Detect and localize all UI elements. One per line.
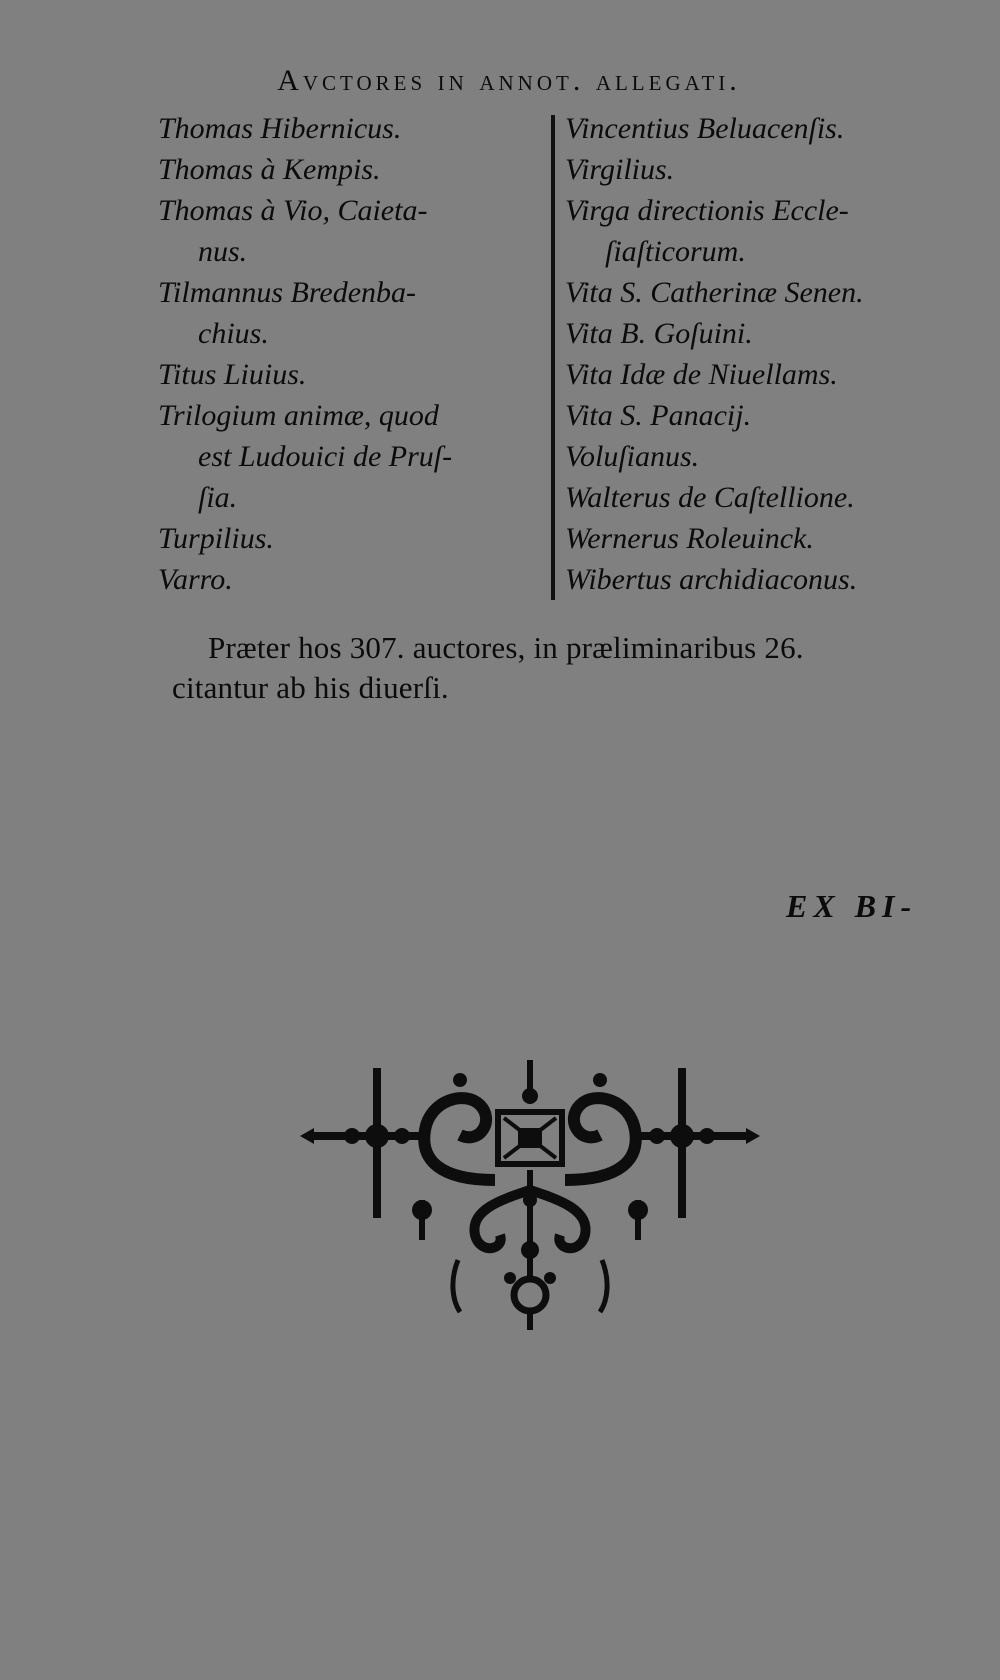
author-name: Trilogium animæ, quod — [158, 399, 439, 432]
author-entry — [158, 518, 528, 559]
authors-right-column — [565, 108, 945, 600]
author-name-continuation: ſiaſticorum. — [605, 235, 746, 268]
author-entry — [565, 395, 945, 436]
author-entry — [565, 272, 945, 313]
author-name: Titus Liuius. — [158, 358, 307, 391]
author-entry — [565, 518, 945, 559]
author-name: Virga directionis Eccle- — [565, 194, 849, 227]
summary-note-line: Præter hos 307. auctores, in præliminaribus 26. — [208, 630, 804, 665]
author-name: Wernerus Roleuinck. — [565, 522, 814, 555]
author-name: Voluſianus. — [565, 440, 700, 473]
author-name: Vincentius Beluacenſis. — [565, 112, 845, 145]
authors-left-column — [158, 108, 528, 600]
author-entry — [565, 559, 945, 600]
fleuron-ornament-icon — [300, 1050, 760, 1370]
author-name-continuation: chius. — [198, 317, 269, 350]
summary-note-line: citantur ab his diuerſi. — [172, 670, 449, 705]
author-entry — [158, 149, 528, 190]
author-entry — [565, 477, 945, 518]
author-entry — [158, 108, 528, 149]
author-name: Wibertus archidiaconus. — [565, 563, 858, 596]
catchword: EX BI- — [786, 888, 918, 924]
author-name-continuation: nus. — [198, 235, 248, 268]
author-name: Thomas à Vio, Caieta- — [158, 194, 428, 227]
author-name: Virgilius. — [565, 153, 675, 186]
author-entry — [565, 436, 945, 477]
author-entry — [565, 190, 945, 272]
author-name-continuation: est Ludouici de Pruſ- — [198, 440, 453, 473]
page-heading: Avctores in annot. allegati. — [277, 64, 741, 97]
column-divider-rule — [551, 115, 555, 600]
author-entry — [158, 272, 528, 354]
author-entry — [158, 190, 528, 272]
author-name: Tilmannus Bredenba- — [158, 276, 417, 309]
author-entry — [158, 395, 528, 518]
summary-note — [172, 628, 932, 708]
author-name: Vita B. Goſuini. — [565, 317, 753, 350]
author-name-continuation: ſia. — [198, 481, 238, 514]
author-entry — [565, 149, 945, 190]
author-name: Thomas Hibernicus. — [158, 112, 402, 145]
author-entry — [158, 354, 528, 395]
author-entry — [158, 559, 528, 600]
author-entry — [565, 354, 945, 395]
author-name: Vita S. Catherinæ Senen. — [565, 276, 864, 309]
author-entry — [565, 313, 945, 354]
author-name: Vita S. Panacij. — [565, 399, 752, 432]
author-name: Varro. — [158, 563, 233, 596]
author-name: Thomas à Kempis. — [158, 153, 381, 186]
author-name: Turpilius. — [158, 522, 274, 555]
author-name: Walterus de Caſtellione. — [565, 481, 855, 514]
author-name: Vita Idæ de Niuellams. — [565, 358, 838, 391]
author-entry — [565, 108, 945, 149]
